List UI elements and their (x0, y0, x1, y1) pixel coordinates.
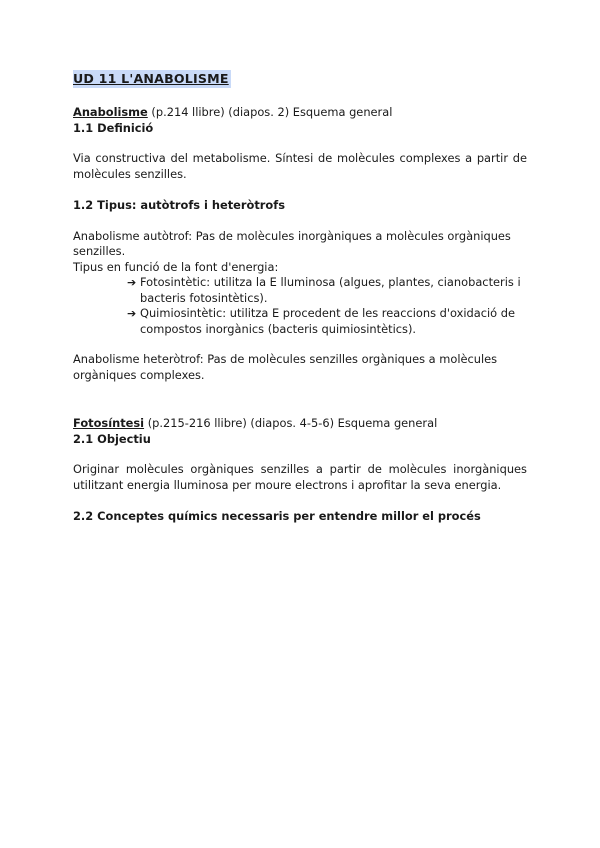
section-fotosintesi-term: Fotosíntesi (73, 416, 145, 430)
paragraph-heterotrof: Anabolisme heteròtrof: Pas de molècules senzilles orgàniques a molècules orgàniques complexes. (73, 352, 498, 382)
subheading-definicio: 1.1 Definició (73, 120, 154, 135)
paragraph-types-intro: Tipus en funció de la font d'energia: (73, 259, 279, 274)
paragraph-definicio: Via constructiva del metabolisme. Síntesi de molècules complexes a partir de molècules senzilles. (73, 151, 527, 181)
section-anabolisme-heading (73, 105, 527, 121)
section-anabolisme-reference: (p.214 llibre) (diapos. 2) Esquema general (147, 105, 393, 119)
unit-title-text: UD 11 L'ANABOLISME (73, 71, 229, 86)
document-page (73, 70, 527, 525)
subheading-conceptes: 2.2 Conceptes químics necessaris per entendre millor el procés (73, 509, 481, 523)
arrow-right-icon: ➔ (127, 276, 137, 289)
list-item-quimiosintetic (127, 306, 527, 337)
paragraph-autotrof: Anabolisme autòtrof: Pas de molècules inorgàniques a molècules orgàniques senzilles. (73, 228, 511, 258)
list-item-fotosintetic (127, 275, 527, 306)
section-fotosintesi-heading (73, 416, 527, 432)
paragraph-objectiu: Originar molècules orgàniques senzilles a partir de molècules inorgàniques utilitzant energia lluminosa per moure electrons i aprofitar la seva energia. (73, 462, 527, 492)
unit-title (73, 70, 527, 88)
section-fotosintesi-reference: (p.215-216 llibre) (diapos. 4-5-6) Esquema general (144, 416, 438, 430)
list-item-text: Quimiosintètic: utilitza E procedent de les reaccions d'oxidació de compostos inorgànics (bacteris quimiosintètics). (140, 306, 516, 336)
subheading-objectiu: 2.1 Objectiu (73, 431, 151, 446)
arrow-right-icon: ➔ (127, 307, 137, 320)
list-item-text: Fotosintètic: utilitza la E lluminosa (algues, plantes, cianobacteris i bacteris fotosintètics). (140, 275, 521, 305)
subheading-tipus: 1.2 Tipus: autòtrofs i heteròtrofs (73, 198, 285, 212)
energy-source-list (73, 275, 527, 337)
section-anabolisme-term: Anabolisme (73, 105, 148, 119)
